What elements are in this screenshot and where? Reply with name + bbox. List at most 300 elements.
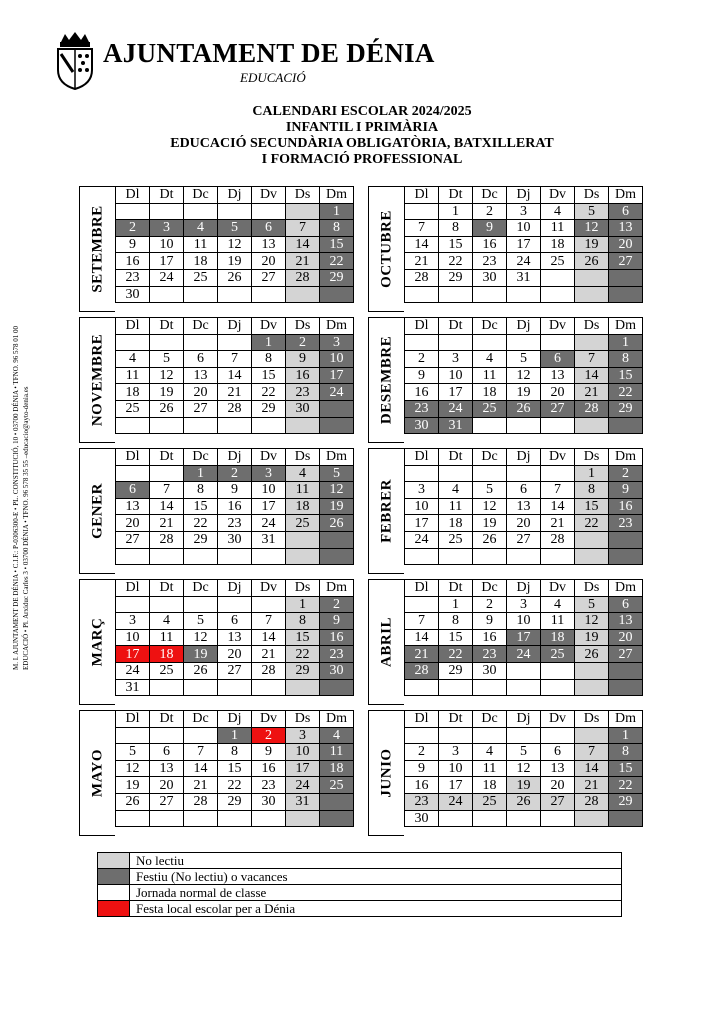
day-cell: 20 bbox=[218, 646, 252, 663]
day-cell: 8 bbox=[320, 220, 354, 237]
month-days-table bbox=[115, 710, 354, 827]
day-cell: 10 bbox=[150, 236, 184, 253]
day-cell: 9 bbox=[218, 482, 252, 499]
day-cell: 10 bbox=[439, 367, 473, 384]
empty-day-cell bbox=[218, 596, 252, 613]
day-cell: 23 bbox=[473, 253, 507, 270]
day-cell: 16 bbox=[473, 236, 507, 253]
empty-day-cell bbox=[541, 417, 575, 434]
day-cell: 11 bbox=[320, 744, 354, 761]
day-cell: 6 bbox=[252, 220, 286, 237]
day-cell: 1 bbox=[218, 727, 252, 744]
month-calendar bbox=[368, 317, 660, 443]
weekday-header: Dv bbox=[541, 580, 575, 597]
day-cell: 2 bbox=[405, 744, 439, 761]
day-cell: 3 bbox=[439, 744, 473, 761]
empty-day-cell bbox=[439, 810, 473, 827]
day-cell: 17 bbox=[150, 253, 184, 270]
day-cell: 22 bbox=[439, 646, 473, 663]
day-cell: 16 bbox=[286, 367, 320, 384]
weekday-header-row bbox=[116, 187, 354, 204]
weekday-header: Dm bbox=[609, 318, 643, 335]
day-cell: 18 bbox=[320, 760, 354, 777]
weekday-header: Ds bbox=[286, 711, 320, 728]
empty-day-cell bbox=[286, 203, 320, 220]
week-row bbox=[405, 253, 643, 270]
weekday-header: Dm bbox=[320, 449, 354, 466]
weekday-header: Dv bbox=[541, 449, 575, 466]
empty-day-cell bbox=[575, 286, 609, 303]
week-row bbox=[405, 269, 643, 286]
empty-day-cell bbox=[116, 548, 150, 565]
day-cell: 20 bbox=[541, 384, 575, 401]
day-cell: 4 bbox=[541, 203, 575, 220]
day-cell: 8 bbox=[439, 220, 473, 237]
empty-day-cell bbox=[507, 810, 541, 827]
empty-day-cell bbox=[286, 417, 320, 434]
day-cell: 17 bbox=[507, 236, 541, 253]
day-cell: 4 bbox=[541, 596, 575, 613]
day-cell: 17 bbox=[405, 515, 439, 532]
day-cell: 15 bbox=[320, 236, 354, 253]
day-cell: 30 bbox=[473, 662, 507, 679]
day-cell: 12 bbox=[150, 367, 184, 384]
day-cell: 16 bbox=[218, 498, 252, 515]
empty-day-cell bbox=[150, 548, 184, 565]
day-cell: 6 bbox=[541, 744, 575, 761]
day-cell: 1 bbox=[609, 727, 643, 744]
day-cell: 26 bbox=[507, 400, 541, 417]
month-name-label: OCTUBRE bbox=[378, 210, 394, 288]
day-cell: 21 bbox=[150, 515, 184, 532]
weekday-header: Dt bbox=[150, 318, 184, 335]
day-cell: 19 bbox=[116, 777, 150, 794]
day-cell: 2 bbox=[116, 220, 150, 237]
weekday-header: Dt bbox=[439, 580, 473, 597]
day-cell: 22 bbox=[218, 777, 252, 794]
day-cell: 13 bbox=[184, 367, 218, 384]
day-cell: 29 bbox=[184, 531, 218, 548]
month-calendar bbox=[368, 448, 660, 574]
day-cell: 22 bbox=[609, 777, 643, 794]
legend-swatch bbox=[98, 885, 130, 901]
day-cell: 28 bbox=[252, 662, 286, 679]
week-row bbox=[405, 531, 643, 548]
day-cell: 23 bbox=[609, 515, 643, 532]
day-cell: 21 bbox=[218, 384, 252, 401]
month-name-label: NOVEMBRE bbox=[89, 333, 105, 427]
weekday-header: Dv bbox=[541, 187, 575, 204]
day-cell: 27 bbox=[541, 793, 575, 810]
day-cell: 24 bbox=[507, 253, 541, 270]
day-cell: 1 bbox=[320, 203, 354, 220]
day-cell: 11 bbox=[116, 367, 150, 384]
week-row bbox=[116, 286, 354, 303]
day-cell: 21 bbox=[286, 253, 320, 270]
title-line: I FORMACIÓ PROFESSIONAL bbox=[261, 152, 463, 167]
weekday-header: Dc bbox=[184, 580, 218, 597]
day-cell: 28 bbox=[575, 793, 609, 810]
month-name-label: ABRIL bbox=[378, 616, 394, 668]
week-row bbox=[116, 269, 354, 286]
day-cell: 30 bbox=[405, 810, 439, 827]
day-cell: 23 bbox=[252, 777, 286, 794]
day-cell: 1 bbox=[286, 596, 320, 613]
day-cell: 9 bbox=[473, 613, 507, 630]
day-cell: 2 bbox=[405, 351, 439, 368]
day-cell: 1 bbox=[439, 596, 473, 613]
weekday-header: Ds bbox=[575, 580, 609, 597]
empty-day-cell bbox=[116, 727, 150, 744]
day-cell: 5 bbox=[473, 482, 507, 499]
day-cell: 18 bbox=[116, 384, 150, 401]
weekday-header: Dc bbox=[473, 449, 507, 466]
empty-day-cell bbox=[473, 548, 507, 565]
day-cell: 3 bbox=[150, 220, 184, 237]
week-row bbox=[405, 646, 643, 663]
day-cell: 7 bbox=[252, 613, 286, 630]
empty-day-cell bbox=[184, 810, 218, 827]
empty-day-cell bbox=[150, 417, 184, 434]
day-cell: 26 bbox=[507, 793, 541, 810]
weekday-header: Dt bbox=[150, 580, 184, 597]
weekday-header: Dt bbox=[150, 711, 184, 728]
empty-day-cell bbox=[541, 334, 575, 351]
day-cell: 16 bbox=[320, 629, 354, 646]
week-row bbox=[116, 515, 354, 532]
empty-day-cell bbox=[218, 286, 252, 303]
day-cell: 9 bbox=[252, 744, 286, 761]
empty-day-cell bbox=[575, 548, 609, 565]
day-cell: 11 bbox=[439, 498, 473, 515]
day-cell: 21 bbox=[184, 777, 218, 794]
day-cell: 18 bbox=[439, 515, 473, 532]
month-name-label: JUNIO bbox=[378, 748, 394, 798]
day-cell: 6 bbox=[184, 351, 218, 368]
day-cell: 3 bbox=[252, 465, 286, 482]
day-cell: 13 bbox=[252, 236, 286, 253]
day-cell: 29 bbox=[218, 793, 252, 810]
empty-day-cell bbox=[286, 286, 320, 303]
empty-day-cell bbox=[405, 334, 439, 351]
empty-day-cell bbox=[575, 679, 609, 696]
empty-day-cell bbox=[609, 810, 643, 827]
week-row bbox=[116, 727, 354, 744]
weekday-header-row bbox=[116, 580, 354, 597]
day-cell: 6 bbox=[116, 482, 150, 499]
week-row bbox=[116, 793, 354, 810]
empty-day-cell bbox=[609, 679, 643, 696]
day-cell: 14 bbox=[286, 236, 320, 253]
empty-day-cell bbox=[320, 400, 354, 417]
day-cell: 2 bbox=[286, 334, 320, 351]
day-cell: 24 bbox=[439, 793, 473, 810]
day-cell: 6 bbox=[609, 596, 643, 613]
week-row bbox=[405, 548, 643, 565]
weekday-header: Dm bbox=[609, 711, 643, 728]
day-cell: 1 bbox=[609, 334, 643, 351]
day-cell: 20 bbox=[252, 253, 286, 270]
week-row bbox=[405, 679, 643, 696]
empty-day-cell bbox=[609, 548, 643, 565]
month-calendar bbox=[79, 317, 371, 443]
day-cell: 8 bbox=[575, 482, 609, 499]
weekday-header: Dj bbox=[507, 580, 541, 597]
week-row bbox=[405, 744, 643, 761]
day-cell: 10 bbox=[252, 482, 286, 499]
month-days-table bbox=[404, 579, 643, 696]
empty-day-cell bbox=[439, 727, 473, 744]
empty-day-cell bbox=[439, 465, 473, 482]
empty-day-cell bbox=[116, 417, 150, 434]
legend-row bbox=[98, 885, 622, 901]
day-cell: 5 bbox=[507, 744, 541, 761]
day-cell: 20 bbox=[609, 236, 643, 253]
day-cell: 12 bbox=[320, 482, 354, 499]
day-cell: 21 bbox=[575, 384, 609, 401]
day-cell: 21 bbox=[575, 777, 609, 794]
day-cell: 15 bbox=[439, 629, 473, 646]
day-cell: 29 bbox=[439, 662, 473, 679]
empty-day-cell bbox=[252, 810, 286, 827]
week-row bbox=[405, 760, 643, 777]
day-cell: 21 bbox=[405, 253, 439, 270]
day-cell: 22 bbox=[184, 515, 218, 532]
month-calendar bbox=[79, 186, 371, 312]
month-name-label: SETEMBRE bbox=[89, 205, 105, 293]
day-cell: 13 bbox=[541, 367, 575, 384]
weekday-header: Dj bbox=[218, 449, 252, 466]
week-row bbox=[116, 596, 354, 613]
day-cell: 16 bbox=[252, 760, 286, 777]
day-cell: 9 bbox=[609, 482, 643, 499]
weekday-header: Dj bbox=[507, 449, 541, 466]
empty-day-cell bbox=[405, 727, 439, 744]
week-row bbox=[116, 417, 354, 434]
weekday-header: Ds bbox=[286, 318, 320, 335]
day-cell: 9 bbox=[320, 613, 354, 630]
week-row bbox=[116, 367, 354, 384]
day-cell: 24 bbox=[150, 269, 184, 286]
day-cell: 19 bbox=[575, 629, 609, 646]
empty-day-cell bbox=[575, 810, 609, 827]
day-cell: 2 bbox=[252, 727, 286, 744]
day-cell: 23 bbox=[286, 384, 320, 401]
day-cell: 9 bbox=[116, 236, 150, 253]
weekday-header: Dt bbox=[150, 187, 184, 204]
month-days-table bbox=[404, 317, 643, 434]
weekday-header: Dm bbox=[320, 711, 354, 728]
week-row bbox=[116, 465, 354, 482]
weekday-header-row bbox=[405, 449, 643, 466]
empty-day-cell bbox=[439, 548, 473, 565]
empty-day-cell bbox=[150, 596, 184, 613]
empty-day-cell bbox=[218, 203, 252, 220]
day-cell: 24 bbox=[320, 384, 354, 401]
day-cell: 12 bbox=[507, 760, 541, 777]
empty-day-cell bbox=[116, 596, 150, 613]
day-cell: 6 bbox=[507, 482, 541, 499]
weekday-header: Dm bbox=[609, 580, 643, 597]
month-name-label: DESEMBRE bbox=[378, 335, 394, 425]
day-cell: 10 bbox=[116, 629, 150, 646]
empty-day-cell bbox=[439, 334, 473, 351]
week-row bbox=[405, 596, 643, 613]
day-cell: 12 bbox=[218, 236, 252, 253]
day-cell: 17 bbox=[320, 367, 354, 384]
empty-day-cell bbox=[184, 203, 218, 220]
day-cell: 26 bbox=[320, 515, 354, 532]
day-cell: 30 bbox=[320, 662, 354, 679]
day-cell: 20 bbox=[609, 629, 643, 646]
empty-day-cell bbox=[150, 334, 184, 351]
day-cell: 20 bbox=[541, 777, 575, 794]
empty-day-cell bbox=[541, 662, 575, 679]
day-cell: 20 bbox=[184, 384, 218, 401]
empty-day-cell bbox=[184, 727, 218, 744]
month-name-label: FEBRER bbox=[378, 479, 394, 543]
day-cell: 10 bbox=[320, 351, 354, 368]
day-cell: 18 bbox=[541, 236, 575, 253]
week-row bbox=[116, 629, 354, 646]
empty-day-cell bbox=[473, 810, 507, 827]
weekday-header: Dc bbox=[184, 187, 218, 204]
day-cell: 20 bbox=[507, 515, 541, 532]
empty-day-cell bbox=[405, 596, 439, 613]
empty-day-cell bbox=[473, 679, 507, 696]
day-cell: 8 bbox=[609, 744, 643, 761]
day-cell: 1 bbox=[575, 465, 609, 482]
day-cell: 13 bbox=[218, 629, 252, 646]
day-cell: 28 bbox=[218, 400, 252, 417]
day-cell: 9 bbox=[286, 351, 320, 368]
day-cell: 14 bbox=[150, 498, 184, 515]
side-address-text bbox=[11, 325, 51, 670]
day-cell: 2 bbox=[320, 596, 354, 613]
day-cell: 2 bbox=[473, 596, 507, 613]
legend-label: No lectiu bbox=[130, 853, 622, 869]
weekday-header: Dm bbox=[320, 580, 354, 597]
day-cell: 15 bbox=[286, 629, 320, 646]
empty-day-cell bbox=[286, 531, 320, 548]
weekday-header: Dm bbox=[320, 318, 354, 335]
day-cell: 19 bbox=[150, 384, 184, 401]
day-cell: 22 bbox=[609, 384, 643, 401]
empty-day-cell bbox=[405, 286, 439, 303]
day-cell: 7 bbox=[405, 220, 439, 237]
title-line: INFANTIL I PRIMÀRIA bbox=[285, 120, 439, 135]
empty-day-cell bbox=[116, 203, 150, 220]
month-name bbox=[368, 448, 404, 574]
day-cell: 14 bbox=[575, 760, 609, 777]
empty-day-cell bbox=[218, 679, 252, 696]
empty-day-cell bbox=[252, 203, 286, 220]
day-cell: 25 bbox=[473, 400, 507, 417]
day-cell: 16 bbox=[609, 498, 643, 515]
day-cell: 7 bbox=[184, 744, 218, 761]
empty-day-cell bbox=[320, 548, 354, 565]
weekday-header: Dl bbox=[405, 580, 439, 597]
day-cell: 28 bbox=[575, 400, 609, 417]
empty-day-cell bbox=[541, 679, 575, 696]
empty-day-cell bbox=[218, 810, 252, 827]
day-cell: 5 bbox=[116, 744, 150, 761]
empty-day-cell bbox=[541, 269, 575, 286]
day-cell: 28 bbox=[150, 531, 184, 548]
empty-day-cell bbox=[507, 465, 541, 482]
week-row bbox=[116, 498, 354, 515]
day-cell: 30 bbox=[252, 793, 286, 810]
day-cell: 27 bbox=[252, 269, 286, 286]
week-row bbox=[116, 253, 354, 270]
legend-swatch bbox=[98, 869, 130, 885]
day-cell: 4 bbox=[473, 744, 507, 761]
day-cell: 16 bbox=[405, 384, 439, 401]
weekday-header: Dv bbox=[252, 711, 286, 728]
day-cell: 9 bbox=[405, 760, 439, 777]
weekday-header: Dt bbox=[439, 187, 473, 204]
weekday-header: Dc bbox=[473, 318, 507, 335]
day-cell: 25 bbox=[286, 515, 320, 532]
empty-day-cell bbox=[609, 531, 643, 548]
day-cell: 17 bbox=[286, 760, 320, 777]
day-cell: 8 bbox=[286, 613, 320, 630]
day-cell: 27 bbox=[116, 531, 150, 548]
day-cell: 31 bbox=[286, 793, 320, 810]
legend-label: Festa local escolar per a Dénia bbox=[130, 901, 622, 917]
day-cell: 21 bbox=[405, 646, 439, 663]
day-cell: 12 bbox=[575, 613, 609, 630]
day-cell: 24 bbox=[116, 662, 150, 679]
empty-day-cell bbox=[150, 203, 184, 220]
empty-day-cell bbox=[575, 334, 609, 351]
day-cell: 22 bbox=[286, 646, 320, 663]
day-cell: 25 bbox=[473, 793, 507, 810]
empty-day-cell bbox=[218, 548, 252, 565]
day-cell: 7 bbox=[541, 482, 575, 499]
day-cell: 29 bbox=[609, 793, 643, 810]
week-row bbox=[405, 400, 643, 417]
day-cell: 15 bbox=[252, 367, 286, 384]
day-cell: 15 bbox=[439, 236, 473, 253]
empty-day-cell bbox=[541, 810, 575, 827]
week-row bbox=[116, 662, 354, 679]
day-cell: 22 bbox=[575, 515, 609, 532]
title-line: EDUCACIÓ SECUNDÀRIA OBLIGATÒRIA, BATXILLERAT bbox=[170, 136, 554, 151]
day-cell: 5 bbox=[320, 465, 354, 482]
empty-day-cell bbox=[507, 679, 541, 696]
weekday-header: Dv bbox=[541, 711, 575, 728]
empty-day-cell bbox=[286, 679, 320, 696]
day-cell: 15 bbox=[575, 498, 609, 515]
week-row bbox=[116, 220, 354, 237]
day-cell: 11 bbox=[541, 613, 575, 630]
day-cell: 12 bbox=[473, 498, 507, 515]
week-row bbox=[116, 613, 354, 630]
empty-day-cell bbox=[252, 417, 286, 434]
month-calendar bbox=[79, 579, 371, 705]
day-cell: 3 bbox=[439, 351, 473, 368]
day-cell: 25 bbox=[184, 269, 218, 286]
day-cell: 28 bbox=[405, 269, 439, 286]
day-cell: 29 bbox=[286, 662, 320, 679]
weekday-header: Dm bbox=[320, 187, 354, 204]
month-name-label: GENER bbox=[89, 483, 105, 539]
day-cell: 16 bbox=[405, 777, 439, 794]
week-row bbox=[116, 646, 354, 663]
day-cell: 19 bbox=[575, 236, 609, 253]
weekday-header: Dc bbox=[473, 187, 507, 204]
